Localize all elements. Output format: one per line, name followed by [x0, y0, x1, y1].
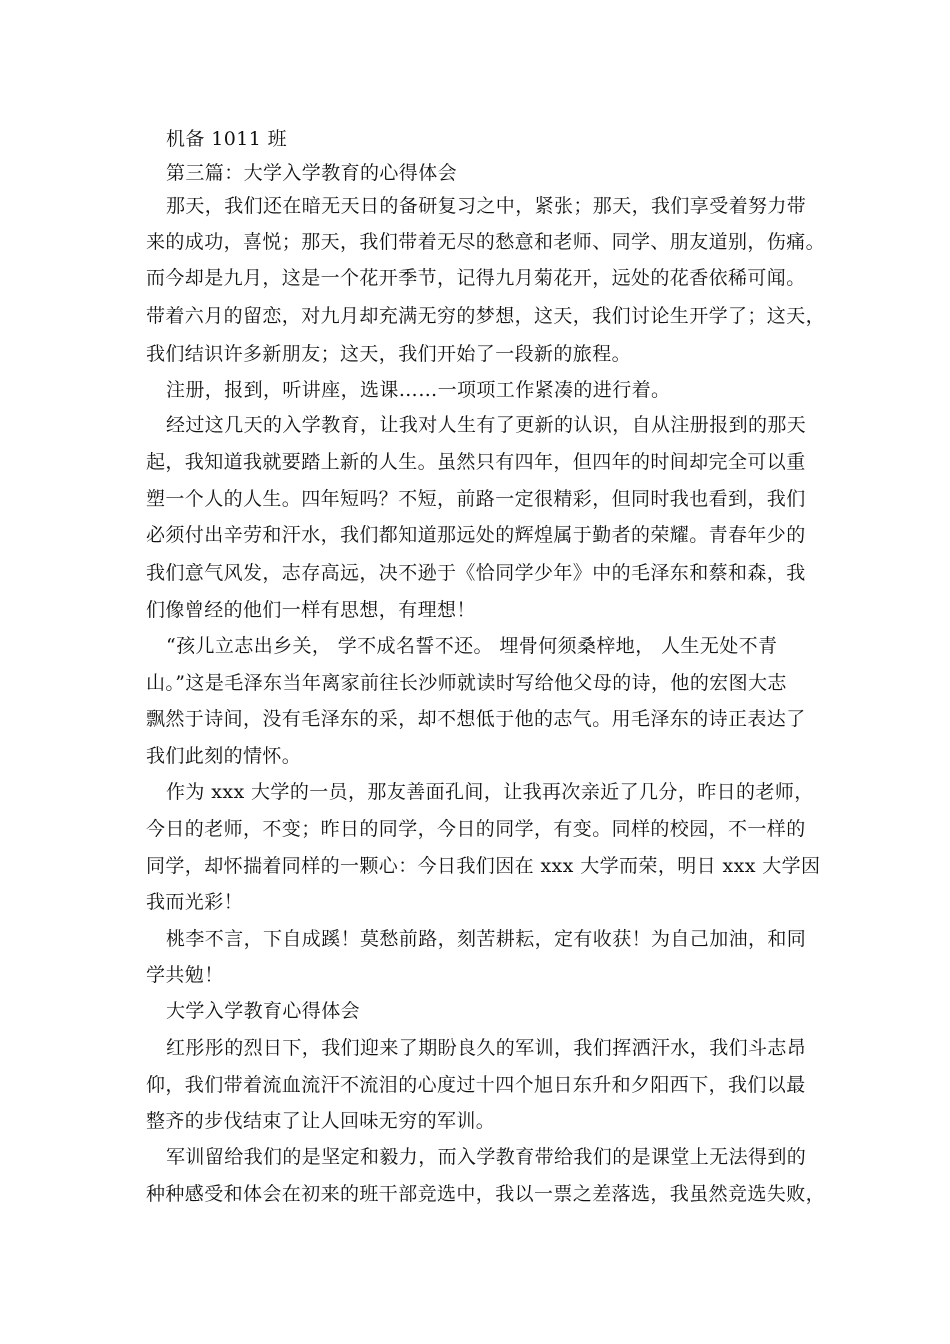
paragraph-line: 山。”这是毛泽东当年离家前往长沙师就读时写给他父母的诗，他的宏图大志: [146, 672, 787, 694]
paragraph-line: 们像曾经的他们一样有思想，有理想！: [146, 599, 476, 621]
paragraph-line: 经过这几天的入学教育，让我对人生有了更新的认识，自从注册报到的那天: [166, 414, 807, 436]
paragraph-line: 我而光彩！: [146, 891, 244, 913]
paragraph-line: 今日的老师，不变；昨日的同学，今日的同学，有变。同样的校园，不一样的: [146, 818, 806, 840]
paragraph-line: 必须付出辛劳和汗水，我们都知道那远处的辉煌属于勤者的荣耀。青春年少的: [146, 524, 806, 546]
section-heading: 大学入学教育心得体会: [166, 1000, 361, 1022]
paragraph-line: 来的成功，喜悦；那天，我们带着无尽的愁意和老师、同学、朋友道别，伤痛。: [146, 231, 826, 253]
paragraph-line: 而今却是九月，这是一个花开季节，记得九月菊花开，远处的花香依稀可闻。: [146, 267, 806, 289]
paragraph-line: 桃李不言，下自成蹊！莫愁前路，刻苦耕耘，定有收获！为自己加油，和同: [166, 928, 807, 950]
paragraph-line: 带着六月的留恋，对九月却充满无穷的梦想，这天，我们讨论生开学了；这天，: [146, 305, 826, 327]
paragraph-line: 整齐的步伐结束了让人回味无穷的军训。: [146, 1110, 496, 1132]
paragraph-line: 同学，却怀揣着同样的一颗心：今日我们因在 xxx 大学而荣，明日 xxx 大学因: [146, 855, 821, 877]
paragraph-line: 塑一个人的人生。四年短吗？不短，前路一定很精彩，但同时我也看到，我们: [146, 488, 806, 510]
paragraph-line: 那天，我们还在暗无天日的备研复习之中，紧张；那天，我们享受着努力带: [166, 195, 807, 217]
paragraph-line: 红彤彤的烈日下，我们迎来了期盼良久的军训，我们挥洒汗水，我们斗志昂: [166, 1037, 807, 1059]
paragraph-line: 我们意气风发，志存高远，决不逊于《恰同学少年》中的毛泽东和蔡和森，我: [146, 562, 806, 584]
paragraph-line: 军训留给我们的是坚定和毅力，而入学教育带给我们的是课堂上无法得到的: [166, 1146, 807, 1168]
paragraph-line: 我们结识许多新朋友；这天，我们开始了一段新的旅程。: [146, 343, 632, 365]
class-label: 机备 1011 班: [166, 128, 288, 150]
paragraph-line: 注册，报到，听讲座，选课……一项项工作紧凑的进行着。: [166, 379, 671, 401]
poem-line: “孩儿立志出乡关， 学不成名誓不还。 埋骨何须桑梓地， 人生无处不青: [166, 635, 778, 657]
paragraph-line: 起，我知道我就要踏上新的人生。虽然只有四年，但四年的时间却完全可以重: [146, 451, 806, 473]
paragraph-line: 作为 xxx 大学的一员，那友善面孔间，让我再次亲近了几分，昨日的老师，: [166, 781, 814, 803]
paragraph-line: 仰，我们带着流血流汗不流泪的心度过十四个旭日东升和夕阳西下，我们以最: [146, 1074, 806, 1096]
paragraph-line: 种种感受和体会在初来的班干部竞选中，我以一票之差落选，我虽然竞选失败，: [146, 1183, 826, 1205]
section-heading: 第三篇：大学入学教育的心得体会: [166, 162, 458, 184]
paragraph-line: 学共勉！: [146, 964, 224, 986]
paragraph-line: 飘然于诗间，没有毛泽东的采，却不想低于他的志气。用毛泽东的诗正表达了: [146, 708, 806, 730]
paragraph-line: 我们此刻的情怀。: [146, 745, 302, 767]
